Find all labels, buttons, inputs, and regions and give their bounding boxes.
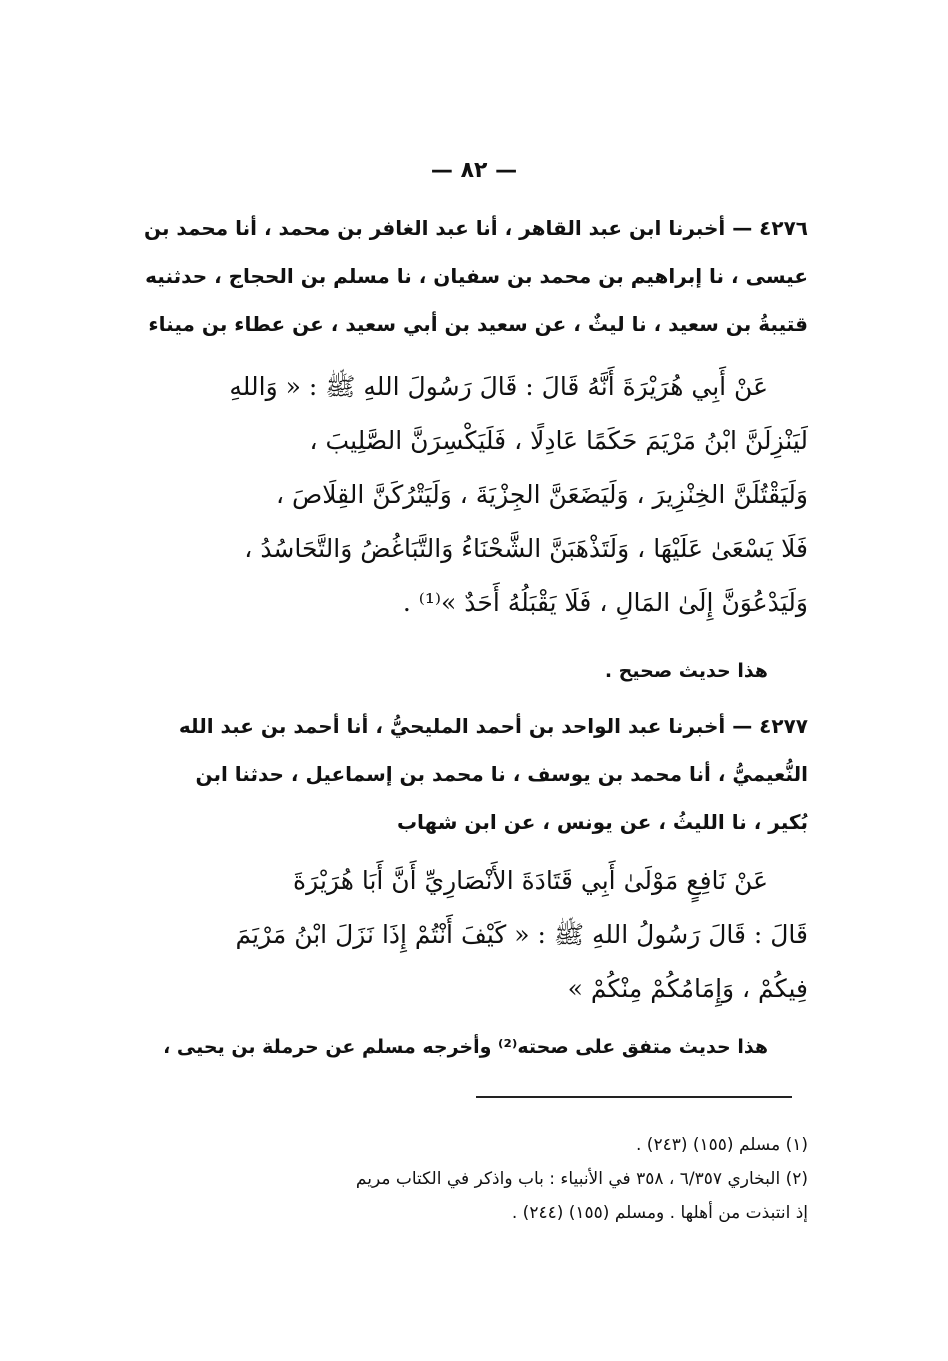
hadith-4276-matn [140, 360, 808, 630]
hadith-4276-grade: هذا حديث صحيح . [604, 660, 768, 682]
isnad-line: بُكير ، نا الليثُ ، عن يونس ، عن ابن شهاب [396, 810, 808, 834]
matn-line: لَيَنْزِلَنَّ ابْنُ مَرْيَمَ حَكَمًا عَادِلًا ، فَلَيَكْسِرَنَّ الصَّلِيبَ ، [309, 426, 808, 455]
page-number: — ٨٢ — [430, 158, 518, 183]
footnote-line: إذ انتبذت من أهلها . ومسلم (١٥٥) (٢٤٤) . [511, 1203, 808, 1223]
matn-line: فَلَا يَسْعَىٰ عَلَيْهَا ، وَلَتَذْهَبَنَّ الشَّحْنَاءُ وَالتَّبَاغُضُ وَالتَّحَاسُدُ ، [244, 534, 808, 563]
hadith-4277-matn [140, 854, 808, 1016]
footnote-line: (٢) البخاري ٦/٣٥٧ ، ٣٥٨ في الأنبياء : باب واذكر في الكتاب مريم [355, 1169, 808, 1189]
isnad-line: ٤٢٧٧ — أخبرنا عبد الواحد بن أحمد المليحيُّ ، أنا أحمد بن عبد الله [178, 714, 808, 738]
isnad-line: قتيبةُ بن سعيد ، نا ليثٌ ، عن سعيد بن أبي سعيد ، عن عطاء بن ميناء [148, 312, 808, 336]
footnotes [140, 1128, 808, 1230]
matn-line: فِيكُمْ ، وَإِمَامُكُمْ مِنْكُمْ » [567, 974, 808, 1003]
matn-line: عَنْ نَافِعٍ مَوْلَىٰ أَبِي قَتَادَةَ الأَنْصَارِيِّ أَنَّ أَبَا هُرَيْرَةَ [293, 866, 768, 895]
hadith-4277-grade: هذا حديث متفق على صحته⁽²⁾ وأخرجه مسلم عن حرملة بن يحيى ، [163, 1036, 768, 1058]
matn-line: عَنْ أَبِي هُرَيْرَةَ أَنَّهُ قَالَ : قَالَ رَسُولَ اللهِ ﷺ : « وَاللهِ [229, 372, 768, 401]
isnad-line: عيسى ، نا إبراهيم بن محمد بن سفيان ، نا مسلم بن الحجاج ، حدثنيه [145, 264, 808, 288]
matn-line: وَلَيَقْتُلَنَّ الخِنْزِيرَ ، وَلَيَضَعَنَّ الجِزْيَةَ ، وَلَيَتْرُكَنَّ القِلَاصَ ، [275, 480, 808, 509]
matn-line: وَلَيَدْعُوَنَّ إِلَىٰ المَالِ ، فَلَا يَقْبَلُهُ أَحَدٌ »⁽¹⁾ . [402, 588, 808, 617]
isnad-line: النُّعيميُّ ، أنا محمد بن يوسف ، نا محمد بن إسماعيل ، حدثنا ابن [195, 762, 808, 786]
hadith-4277-isnad [140, 702, 808, 846]
footnote-line: (١) مسلم (١٥٥) (٢٤٣) . [635, 1135, 808, 1155]
footnote-separator [476, 1096, 792, 1098]
hadith-4276-isnad [140, 204, 808, 348]
matn-line: قَالَ : قَالَ رَسُولُ اللهِ ﷺ : « كَيْفَ أَنْتُمْ إِذَا نَزَلَ ابْنُ مَرْيَمَ [235, 920, 808, 949]
isnad-line: ٤٢٧٦ — أخبرنا ابن عبد القاهر ، أنا عبد الغافر بن محمد ، أنا محمد بن [143, 216, 808, 240]
